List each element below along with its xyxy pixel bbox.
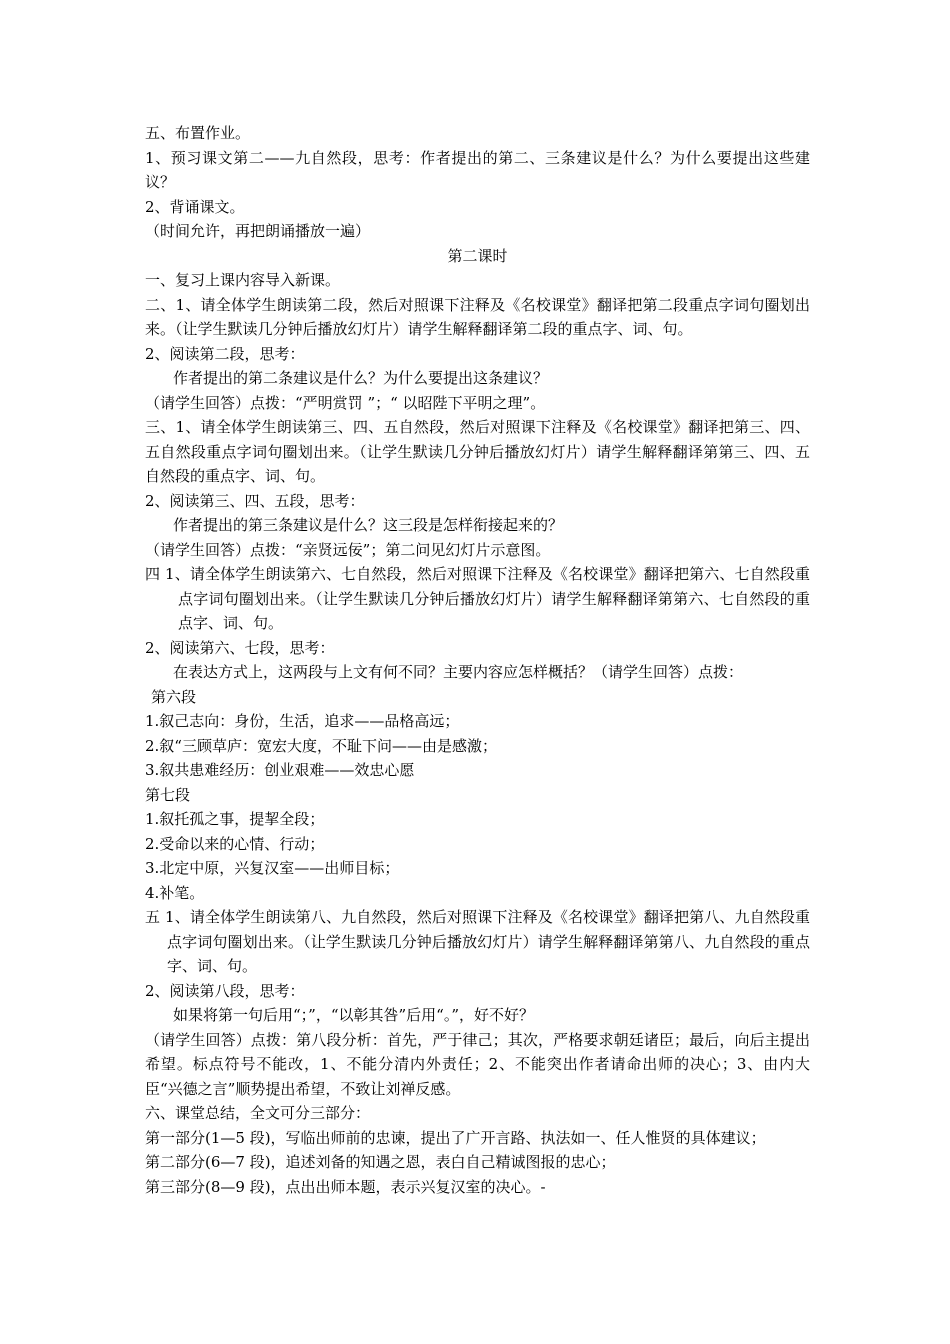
paragraph: 1、预习课文第二——九自然段，思考：作者提出的第二、三条建议是什么？为什么要提出这些建议？ bbox=[145, 148, 810, 191]
paragraph: 2、阅读第三、四、五段，思考： bbox=[145, 491, 365, 510]
paragraph: （请学生回答）点拨：“亲贤远佞”；第二问见幻灯片示意图。 bbox=[145, 540, 551, 559]
list-item: 第二部分(6—7 段)，追述刘备的知遇之恩，表白自己精诚图报的忠心； bbox=[145, 1153, 616, 1171]
paragraph: 2、阅读第六、七段，思考： bbox=[145, 638, 335, 657]
document-page bbox=[145, 121, 810, 1199]
question: 在表达方式上，这两段与上文有何不同？主要内容应怎样概括？（请学生回答）点拨： bbox=[173, 663, 744, 681]
list-item: 4.补笔。 bbox=[145, 883, 205, 902]
list-item: 1.叙托孤之事，提挈全段； bbox=[145, 810, 325, 828]
paragraph: （请学生回答）点拨：“严明赏罚 ”；“ 以昭陛下平明之理”。 bbox=[145, 393, 546, 412]
question: 作者提出的第三条建议是什么？这三段是怎样衔接起来的？ bbox=[173, 516, 564, 534]
list-item: 第三部分(8—9 段)，点出出师本题，表示兴复汉室的决心。- bbox=[145, 1177, 546, 1196]
section-heading: 五、布置作业。 bbox=[145, 124, 251, 142]
list-item: 3.叙共患难经历：创业艰难——效忠心愿 bbox=[145, 761, 415, 779]
list-item: 3.北定中原，兴复汉室——出师目标； bbox=[145, 859, 400, 877]
list-item: 1.叙己志向：身份，生活，追求——品格高远； bbox=[145, 712, 460, 730]
paragraph: （请学生回答）点拨：第八段分析：首先，严于律己；其次，严格要求朝廷诸臣；最后，向后主提出希望。标点符号不能改，1、不能分清内外责任；2、不能突出作者请命出师的决心；3、由内大臣“兴德之言”顺势提出希望，不致让刘禅反感。 bbox=[145, 1030, 810, 1098]
question: 如果将第一句后用“；”，“以彰其咎”后用“。”，好不好？ bbox=[173, 1006, 535, 1024]
paragraph: 三、1、请全体学生朗读第三、四、五自然段，然后对照课下注释及《名校课堂》翻译把第三、四、五自然段重点字词句圈划出来。（让学生默读几分钟后播放幻灯片）请学生解释翻译第第三、四、五自然段的重点字、词、句。 bbox=[145, 418, 810, 485]
question: 作者提出的第二条建议是什么？为什么要提出这条建议？ bbox=[173, 369, 549, 387]
paragraph: 2、阅读第八段，思考： bbox=[145, 981, 305, 1000]
list-item: 第一部分(1—5 段)，写临出师前的忠谏，提出了广开言路、执法如一、任人惟贤的具体建议； bbox=[145, 1128, 766, 1147]
paragraph: 2、背诵课文。 bbox=[145, 197, 245, 216]
sub-heading: 第七段 bbox=[145, 785, 191, 804]
sub-heading: 第六段 bbox=[151, 687, 197, 706]
paragraph: （时间允许，再把朗诵播放一遍） bbox=[145, 222, 371, 240]
paragraph: 四 1、请全体学生朗读第六、七自然段，然后对照课下注释及《名校课堂》翻译把第六、七自然段重点字词句圈划出来。（让学生默读几分钟后播放幻灯片）请学生解释翻译第第六、七自然段的重点字、词、句。 bbox=[145, 565, 810, 632]
list-item: 2.叙“三顾草庐：宽宏大度，不耻下问——由是感激； bbox=[145, 736, 497, 755]
lesson-title: 第二课时 bbox=[447, 246, 508, 265]
paragraph: 二、1、请全体学生朗读第二段，然后对照课下注释及《名校课堂》翻译把第二段重点字词句圈划出来。（让学生默读几分钟后播放幻灯片）请学生解释翻译第二段的重点字、词、句。 bbox=[145, 295, 810, 338]
list-item: 2.受命以来的心情、行动； bbox=[145, 834, 325, 853]
paragraph: 2、阅读第二段，思考： bbox=[145, 344, 305, 363]
paragraph: 五 1、请全体学生朗读第八、九自然段，然后对照课下注释及《名校课堂》翻译把第八、九自然段重点字词句圈划出来。（让学生默读几分钟后播放幻灯片）请学生解释翻译第第八、九自然段的重点字、词、句。 bbox=[145, 908, 810, 975]
section-heading: 一、复习上课内容导入新课。 bbox=[145, 271, 341, 289]
section-heading: 六、课堂总结，全文可分三部分： bbox=[145, 1104, 371, 1122]
